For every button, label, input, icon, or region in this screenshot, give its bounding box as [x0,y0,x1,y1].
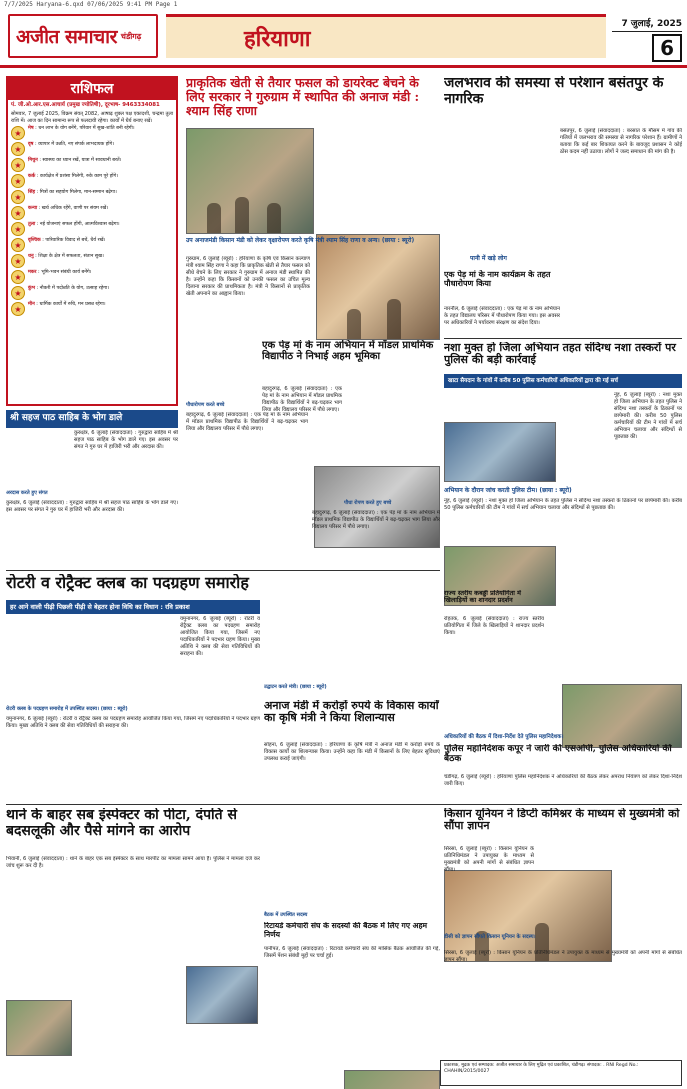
rashifal-prediction: नई योजनाएं सफल होंगी, आत्मविश्वास बढ़ेगा। [39,222,120,228]
story-10-body: रोहतक, 6 जुलाई (संवाददाता) : राज्य स्तरीय प्रतियोगिता में जिले के खिलाड़ियों ने शानदार प्रदर्शन किया। [444,616,544,636]
story-5-headline-box [6,410,178,428]
zodiac-sign-icon: ★ [11,302,25,316]
story-7-headline-box [6,574,440,598]
rashifal-sign-name: सिंह [28,190,36,196]
rashifal-item [11,286,173,300]
story-4-strip: खाटा सैयदान के गांवों में करीब 50 पुलिस कर्मचारियों अधिकारियों द्वारा की गई सर्च [444,374,682,388]
story-12-caption: डीसी को ज्ञापन सौंपते किसान यूनियन के सदस्य। [444,934,536,940]
rashifal-text: मीन : धार्मिक कार्यों में रुचि, मन प्रसन्न रहेगा। [28,302,106,308]
zodiac-sign-icon: ★ [11,158,25,172]
story-1-photo [186,128,314,234]
zodiac-sign-icon: ★ [11,270,25,284]
logo-city: चंडीगढ़ [120,31,142,41]
story-1-body: गुरुग्राम, 6 जुलाई (ब्यूरो) : हरियाणा के कृषि एवं किसान कल्याण मंत्री श्याम सिंह राणा ने कहा कि प्राकृतिक खेती से तैयार फसल को सीधे बेचने के लिए सरकार ने गुरुग्राम में अनाज मंडी स्थापित की है। उन्होंने कहा कि किसानों को उनकी फसल का उचित मूल्य दिलाना सरकार की प्राथमिकता है। मंत्री ने किसानों से प्राकृतिक खेती अपनाने का आह्वान किया। [186,256,310,297]
rashifal-box [6,76,178,406]
story-13-headline: रिटायर्ड कर्मचारी संघ के सदस्यों की बैठक में लिए गए अहम निर्णय [264,922,428,939]
rashifal-item [11,126,173,140]
story-4-headline: नशा मुक्त हो जिला अभियान तहत संदिग्ध नशा तस्करों पर पुलिस की बड़ी कार्रवाई [444,342,676,367]
rashifal-text: तुला : नई योजनाएं सफल होंगी, आत्मविश्वास बढ़ेगा। [28,222,120,228]
rashifal-text: वृश्चिक : पारिवारिक विवाद से बचें, धैर्य रखें। [28,238,106,244]
rashifal-item [11,238,173,252]
divider [6,804,682,805]
section-title: हरियाणा [244,25,311,52]
rashifal-prediction: मित्रों का सहयोग मिलेगा, मान-सम्मान बढ़ेगा। [39,190,117,196]
rashifal-sign-name: तुला [28,222,36,228]
rashifal-sign-name: कुंभ [28,286,36,292]
rashifal-sign-name: मकर [28,270,37,276]
story-7-caption: रोटरी क्लब के पदग्रहण समारोह में उपस्थित सदस्य। (छाया : ब्यूरो) [6,706,128,712]
story-11-headline-box [6,808,260,852]
page-number: 6 [652,34,682,62]
rashifal-text: सिंह : मित्रों का सहयोग मिलेगा, मान-सम्मान बढ़ेगा। [28,190,117,196]
rashifal-prediction: धन लाभ के योग बनेंगे, परिवार में सुख-शांति बनी रहेगी। [38,126,135,132]
photo-figure [387,299,401,339]
zodiac-sign-icon: ★ [11,222,25,236]
story-13-headline-box [264,922,440,944]
story-2-headline-box [444,76,682,126]
story-9-caption: अधिकारियों की बैठक में दिशा-निर्देश देते पुलिस महानिदेशक। [444,734,564,740]
story-6-body-left: बहादुरगढ़, 6 जुलाई (संवाददाता) : एक पेड़ मां के नाम अभियान में मॉडल प्राथमिक विद्यापीठ के विद्यार्थियों ने बढ़-चढ़कर भाग लिया और विद्यालय परिसर में पौधे लगाए। [186,412,308,432]
rashifal-text: मकर : भूमि-भवन संबंधी कार्य बनेंगे। [28,270,92,276]
zodiac-sign-icon: ★ [11,174,25,188]
story-12-body-left: सिरसा, 6 जुलाई (ब्यूरो) : किसान यूनियन के प्रतिनिधिमंडल ने उपायुक्त के माध्यम से मुख्यमंत्री को अपनी मांगों से संबंधित ज्ञापन सौंपा। [444,846,534,873]
story-11-headline: थाने के बाहर सब इंस्पेक्टर को पीटा, दंपति से बदसलूकी और पैसे मांगने का आरोप [6,808,237,839]
rashifal-text: मिथुन : स्वास्थ्य का ध्यान रखें, यात्रा में सावधानी बरतें। [28,158,122,164]
story-2-caption: पानी में खड़े लोग [470,255,507,262]
story-5-body: कुरुक्षेत्र, 6 जुलाई (संवाददाता) : गुरुद्वारा साहिब में श्री सहज पाठ साहिब के भोग डाले गए। इस अवसर पर संगत ने गुरु घर में हाजिरी भरी और अरदास की। [6,500,178,513]
rashifal-prediction: पारिवारिक विवाद से बचें, धैर्य रखें। [45,238,106,244]
zodiac-sign-icon: ★ [11,126,25,140]
story-5-caption: अरदास करते हुए संगत [6,490,48,496]
story-9-headline-box [444,744,682,772]
rashifal-text: कुंभ : नौकरी में पदोन्नति के योग, उत्साह रहेगा। [28,286,110,292]
rashifal-prediction: व्यापार में उन्नति, नए संपर्क लाभदायक होंगे। [38,142,114,148]
story-7-body: यमुनानगर, 6 जुलाई (ब्यूरो) : रोटरी व रोट्रैक्ट क्लब का पदग्रहण समारोह आयोजित किया गया, जिसमें नए पदाधिकारियों ने पदभार ग्रहण किया। मुख्य अतिथि ने क्लब की सेवा गतिविधियों की सराहना की। [6,716,260,729]
rashifal-sign-name: वृश्चिक [28,238,41,244]
story-13-body: पानीपत, 6 जुलाई (संवाददाता) : रिटायर्ड कर्मचारी संघ की मासिक बैठक आयोजित की गई, जिसमें पेंशन संबंधी मुद्दों पर चर्चा हुई। [264,946,440,959]
zodiac-sign-icon: ★ [11,286,25,300]
story-6-body-right: बहादुरगढ़, 6 जुलाई (संवाददाता) : एक पेड़ मां के नाम अभियान में मॉडल प्राथमिक विद्यापीठ के विद्यार्थियों ने बढ़-चढ़कर भाग लिया और विद्यालय परिसर में पौधे लगाए। [312,510,440,530]
rashifal-list [8,124,176,320]
date-box [612,16,682,60]
rashifal-subtitle: पं. जी.ओ.आर.एस.आचार्य (प्रमुख ज्योतिषी), दूरभाष- 9463334081 [11,102,160,108]
story-6-caption-small: पौधारोपण करते बच्चे [186,402,225,408]
story-10-headline: राज्य स्तरीय कबड्डी प्रतियोगिता में खिलाड़ियों का शानदार प्रदर्शन [444,590,521,605]
photo-figure [207,203,221,233]
rashifal-item [11,222,173,236]
story-6-caption: पौधा रोपण करते हुए बच्चे [344,500,392,506]
story-10-headline-box [444,590,544,614]
rashifal-text: कन्या : खर्च अधिक रहेंगे, वाणी पर संयम रखें। [28,206,109,212]
story-12-body: सिरसा, 6 जुलाई (ब्यूरो) : किसान यूनियन के प्रतिनिधिमंडल ने उपायुक्त के माध्यम से मुख्यमंत्री को अपनी मांगों से संबंधित ज्ञापन सौंपा। [444,950,682,963]
rashifal-item [11,302,173,316]
story-4-caption: अभियान के दौरान जांच करती पुलिस टीम। (छाया : ब्यूरो) [444,487,572,494]
story-7-strip: हर आने वाली पीढ़ी पिछली पीढ़ी से बेहतर होना विधि का विधान : रवि प्रकाश [6,600,260,614]
photo-figure [267,203,281,233]
rashifal-item [11,190,173,204]
rashifal-prediction: भूमि-भवन संबंधी कार्य बनेंगे। [41,270,92,276]
story-5-headline: श्री सहज पाठ साहिब के भोग डाले [10,413,123,423]
story-6-photo [344,1070,440,1089]
masthead [0,10,687,68]
story-3-headline-box [444,270,560,304]
story-4-headline-box [444,342,682,372]
story-11-body: भिवानी, 6 जुलाई (संवाददाता) : थाने के बाहर एक सब इंस्पेक्टर के साथ मारपीट का मामला सामने आया है। पुलिस ने मामला दर्ज कर जांच शुरू कर दी है। [6,856,260,869]
story-8-headline: अनाज मंडी में करोड़ों रुपये के विकास कार्यों का कृषि मंत्री ने किया शिलान्यास [264,700,439,725]
story-2-photo [444,422,556,482]
story-3-body: नारनौल, 6 जुलाई (संवाददाता) : एक पेड़ मां के नाम अभियान के तहत विद्यालय परिसर में पौधारोपण किया गया। इस अवसर पर अधिकारियों ने पर्यावरण संरक्षण का संदेश दिया। [444,306,560,326]
story-6-headline: एक पेड़ मां के नाम अभियान में मॉडल प्राथमिक विद्यापीठ ने निभाई अहम भूमिका [262,340,434,363]
story-9-body: चंडीगढ़, 6 जुलाई (ब्यूरो) : हरियाणा पुलिस महानिदेशक ने अधिकारियों की बैठक लेकर अपराध नियंत्रण को लेकर दिशा-निर्देश जारी किए। [444,774,682,787]
story-8-caption: उद्घाटन करते मंत्री। (छाया : ब्यूरो) [264,684,327,690]
story-1-headline-box [186,76,440,124]
story-7-headline: रोटरी व रोट्रैक्ट क्लब का पदग्रहण समारोह [6,574,249,592]
photo-figure [235,197,249,233]
issue-date: 7 जुलाई, 2025 [612,16,682,32]
print-slug: 7/7/2025 Haryana-6.qxd 07/06/2025 9:41 PM Page 1 [4,1,178,8]
story-2-headline: जलभराव की समस्या से परेशान बसंतपुर के नागरिक [444,76,664,107]
rashifal-prediction: शिक्षा के क्षेत्र में सफलता, संतान सुख। [38,254,104,260]
rashifal-item [11,174,173,188]
zodiac-sign-icon: ★ [11,238,25,252]
rashifal-intro: सोमवार, 7 जुलाई 2025, विक्रम संवत् 2082, आषाढ़ शुक्ल पक्ष एकादशी, चन्द्रमा तुला राशि में। आज का दिन सामान्य रूप से फलदायी रहेगा। कार्यों में धैर्य बनाए रखें। [11,111,173,124]
rashifal-sign-name: मीन [28,302,35,308]
story-8-headline-box [264,700,440,740]
rashifal-item [11,254,173,268]
rashifal-prediction: कार्यक्षेत्र में प्रशंसा मिलेगी, रुके काम पूरे होंगे। [40,174,119,180]
story-6-headline-box [262,340,440,384]
rashifal-item [11,158,173,172]
divider [6,570,440,571]
rashifal-prediction: स्वास्थ्य का ध्यान रखें, यात्रा में सावधानी बरतें। [42,158,122,164]
divider [444,338,682,339]
rashifal-item [11,142,173,156]
rashifal-sign-name: मेष [28,126,34,132]
zodiac-sign-icon: ★ [11,190,25,204]
rashifal-sign-name: कन्या [28,206,38,212]
story-12-headline: किसान यूनियन ने डिप्टी कमिश्नर के माध्यम से मुख्यमंत्री को सौंपा ज्ञापन [444,808,680,833]
story-5-body-top: कुरुक्षेत्र, 6 जुलाई (संवाददाता) : गुरुद्वारा साहिब में श्री सहज पाठ साहिब के भोग डाले गए। इस अवसर पर संगत ने गुरु घर में हाजिरी भरी और अरदास की। [74,430,178,450]
story-7-body-side: यमुनानगर, 6 जुलाई (ब्यूरो) : रोटरी व रोट्रैक्ट क्लब का पदग्रहण समारोह आयोजित किया गया, जिसमें नए पदाधिकारियों ने पदभार ग्रहण किया। मुख्य अतिथि ने क्लब की सेवा गतिविधियों की सराहना की। [180,616,260,657]
rashifal-sign-name: धनु [28,254,34,260]
rashifal-prediction: धार्मिक कार्यों में रुचि, मन प्रसन्न रहेगा। [39,302,106,308]
photo-figure [347,309,361,339]
zodiac-sign-icon: ★ [11,206,25,220]
rashifal-text: धनु : शिक्षा के क्षेत्र में सफलता, संतान सुख। [28,254,104,260]
logo-name: अजीत समाचार [16,26,117,48]
rashifal-text: वृष : व्यापार में उन्नति, नए संपर्क लाभदायक होंगे। [28,142,114,148]
story-9-headline: पुलिस महानिदेशक कपूर ने जारी की एसओपी, पुलिस अधिकारियों की बैठक [444,744,672,765]
story-8-body: सोहना, 6 जुलाई (संवाददाता) : हरियाणा के कृषि मंत्री ने अनाज मंडी में करोड़ों रुपये के विकास कार्यों का शिलान्यास किया। उन्होंने कहा कि मंडी में किसानों के लिए बेहतर सुविधाएं उपलब्ध कराई जाएंगी। [264,742,440,762]
story-2-body: बसंतपुर, 6 जुलाई (संवाददाता) : बरसात के मौसम में गांव की गलियों में जलभराव की समस्या से नागरिक परेशान हैं। ग्रामीणों ने बताया कि कई बार शिकायत करने के बावजूद प्रशासन ने कोई ठोस कदम नहीं उठाया। लोगों ने जल्द समाधान की मांग की है। [560,128,682,155]
story-4-body-side: नूंह, 6 जुलाई (ब्यूरो) : नशा मुक्त हो जिला अभियान के तहत पुलिस ने संदिग्ध नशा तस्करों के ठिकानों पर छापेमारी की। करीब 50 पुलिस कर्मचारियों की टीम ने गांवों में सर्च अभियान चलाया और संदिग्धों से पूछताछ की। [614,392,682,440]
rashifal-prediction: नौकरी में पदोन्नति के योग, उत्साह रहेगा। [39,286,110,292]
story-1-headline: प्राकृतिक खेती से तैयार फसल को डायरेक्ट बेचने के लिए सरकार ने गुरुग्राम में स्थापित की अनाज मंडी : श्याम सिंह राणा [186,76,420,118]
newspaper-logo [8,14,158,58]
rashifal-sign-name: वृष [28,142,34,148]
rashifal-prediction: खर्च अधिक रहेंगे, वाणी पर संयम रखें। [41,206,109,212]
rashifal-sign-name: कर्क [28,174,36,180]
rashifal-text: मेष : धन लाभ के योग बनेंगे, परिवार में सुख-शांति बनी रहेगी। [28,126,135,132]
rashifal-text: कर्क : कार्यक्षेत्र में प्रशंसा मिलेगी, रुके काम पूरे होंगे। [28,174,119,180]
rashifal-item [11,206,173,220]
zodiac-sign-icon: ★ [11,254,25,268]
rashifal-sign-name: मिथुन [28,158,38,164]
rashifal-title: राशिफल [8,78,176,100]
story-13-caption: बैठक में उपस्थित सदस्य [264,912,308,918]
story-4-body: नूंह, 6 जुलाई (ब्यूरो) : नशा मुक्त हो जिला अभियान के तहत पुलिस ने संदिग्ध नशा तस्करों के ठिकानों पर छापेमारी की। करीब 50 पुलिस कर्मचारियों की टीम ने गांवों में सर्च अभियान चलाया और संदिग्धों से पूछताछ की। [444,498,682,511]
story-12-headline-box [444,808,682,844]
section-banner [166,14,606,58]
zodiac-sign-icon: ★ [11,142,25,156]
story-6-body-mid: बहादुरगढ़, 6 जुलाई (संवाददाता) : एक पेड़ मां के नाम अभियान में मॉडल प्राथमिक विद्यापीठ के विद्यार्थियों ने बढ़-चढ़कर भाग लिया और विद्यालय परिसर में पौधे लगाए। [262,386,342,413]
print-line-imprint: प्रकाशक, मुद्रक एवं सम्पादक: अजीत समाचार के लिए मुद्रित एवं प्रकाशित, चंडीगढ़। संपादक: . RNI Regd No.: CHAHIN/2015/0027 [440,1060,682,1086]
story-3-headline: एक पेड़ मां के नाम कार्यक्रम के तहत पौधारोपण किया [444,270,551,288]
story-1-caption: उप अनाजमंडी किसान मंडी को लेकर वृक्षारोपण करते कृषि मंत्री श्याम सिंह राणा व अन्य। (छाया : ब्यूरो) [186,237,415,244]
rashifal-item [11,270,173,284]
